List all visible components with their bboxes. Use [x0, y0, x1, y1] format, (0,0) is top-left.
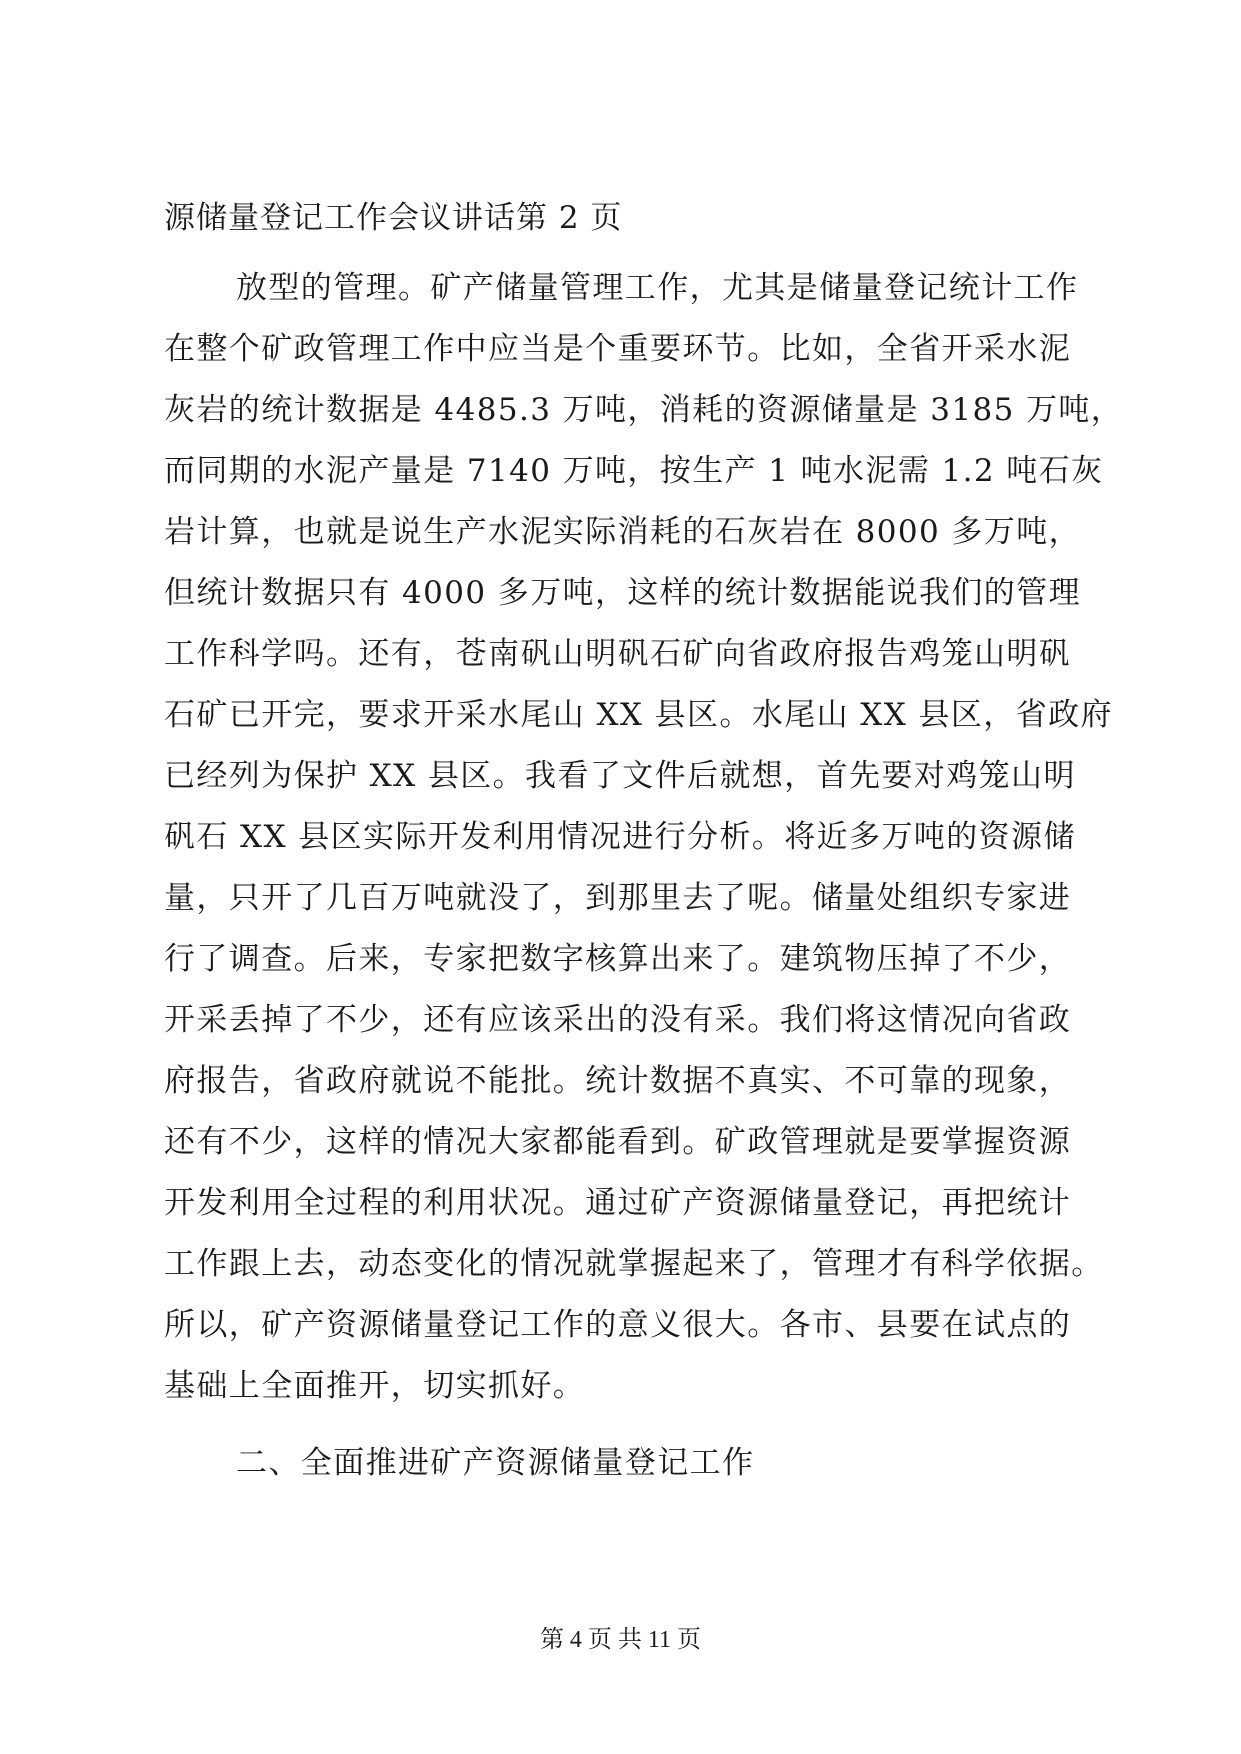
- section-heading: 二、全面推进矿产资源储量登记工作: [236, 1445, 755, 1481]
- paragraph-line: 石矿已开完，要求开采水尾山 XX 县区。水尾山 XX 县区，省政府: [164, 697, 1113, 733]
- paragraph-line: 开采丢掉了不少，还有应该采出的没有采。我们将这情况向省政: [164, 1002, 1072, 1038]
- paragraph-line: 工作科学吗。还有，苍南矾山明矾石矿向省政府报告鸡笼山明矾: [164, 636, 1072, 672]
- paragraph-line: 但统计数据只有 4000 多万吨，这样的统计数据能说我们的管理: [164, 575, 1081, 611]
- paragraph-line: 放型的管理。矿产储量管理工作，尤其是储量登记统计工作: [236, 270, 1079, 306]
- paragraph-line: 矾石 XX 县区实际开发利用情况进行分析。将近多万吨的资源储: [164, 819, 1076, 855]
- paragraph-line: 开发利用全过程的利用状况。通过矿产资源储量登记，再把统计: [164, 1185, 1072, 1221]
- paragraph-line: 而同期的水泥产量是 7140 万吨，按生产 1 吨水泥需 1.2 吨石灰: [164, 453, 1104, 489]
- paragraph-line: 岩计算，也就是说生产水泥实际消耗的石灰岩在 8000 多万吨，: [164, 514, 1081, 550]
- paragraph-line: 所以，矿产资源储量登记工作的意义很大。各市、县要在试点的: [164, 1307, 1072, 1343]
- paragraph-line: 基础上全面推开，切实抓好。: [164, 1368, 586, 1404]
- paragraph-line: 灰岩的统计数据是 4485.3 万吨，消耗的资源储量是 3185 万吨，: [164, 392, 1124, 428]
- paragraph-line: 量，只开了几百万吨就没了，到那里去了呢。储量处组织专家进: [164, 880, 1072, 916]
- paragraph-line: 工作跟上去，动态变化的情况就掌握起来了，管理才有科学依据。: [164, 1246, 1104, 1282]
- page-heading: 源储量登记工作会议讲话第 2 页: [164, 200, 623, 236]
- page-footer: 第 4 页 共 11 页: [539, 1627, 702, 1653]
- paragraph-line: 还有不少，这样的情况大家都能看到。矿政管理就是要掌握资源: [164, 1124, 1072, 1160]
- paragraph-line: 行了调查。后来，专家把数字核算出来了。建筑物压掉了不少，: [164, 941, 1072, 977]
- paragraph-line: 在整个矿政管理工作中应当是个重要环节。比如，全省开采水泥: [164, 331, 1072, 367]
- paragraph-line: 府报告，省政府就说不能批。统计数据不真实、不可靠的现象，: [164, 1063, 1072, 1099]
- paragraph-line: 已经列为保护 XX 县区。我看了文件后就想，首先要对鸡笼山明: [164, 758, 1076, 794]
